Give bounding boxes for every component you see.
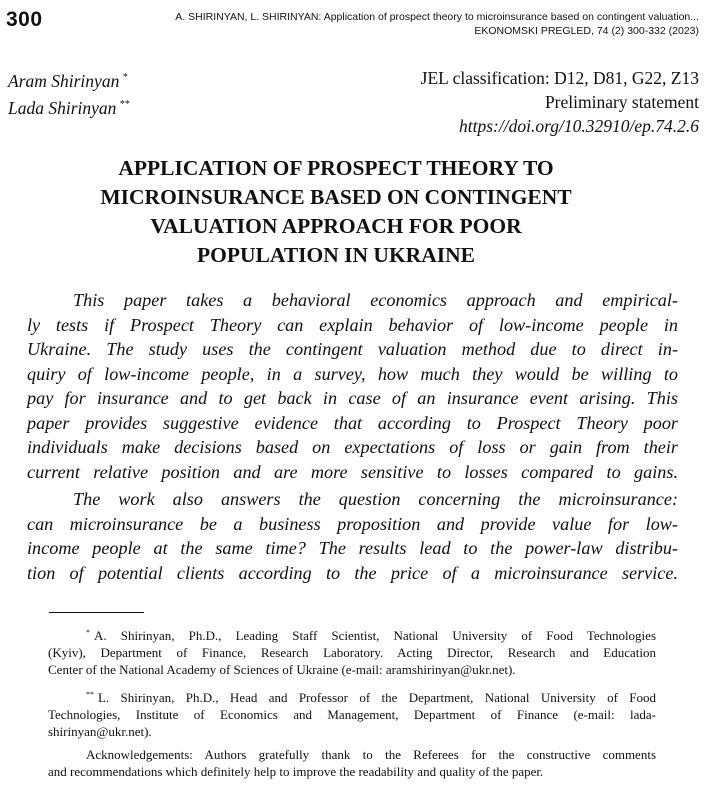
abstract-line: can microinsurance be a business proposition and provide value for low- — [27, 513, 678, 534]
abstract-line: This paper takes a behavioral economics approach and empirical- — [73, 290, 678, 310]
author-2-name: Lada Shirinyan — [8, 98, 117, 118]
acknowledgements — [48, 747, 656, 781]
abstract-line: individuals make decisions based on expectations of loss or gain from their — [27, 437, 678, 457]
abstract-line: Ukraine. The study uses the contingent valuation method due to direct in- — [27, 339, 678, 359]
article-meta — [421, 66, 699, 138]
abstract — [27, 288, 678, 585]
footnote-line: Center of the National Academy of Sciences of Ukraine (e-mail: aramshirinyan@ukr.net). — [48, 661, 516, 677]
article-title — [20, 154, 652, 270]
title-line: APPLICATION OF PROSPECT THEORY TO — [118, 156, 554, 180]
running-title: A. SHIRINYAN, L. SHIRINYAN: Application of prospect theory to microinsurance based on contingent valuation... — [175, 11, 699, 23]
author-list — [8, 66, 129, 120]
abstract-line: quiry of low-income people, in a survey, how much they would be willing to — [27, 363, 678, 384]
footnote-line: and recommendations which definitely help to improve the readability and quality of the paper. — [48, 763, 544, 779]
footnote-separator — [49, 612, 144, 613]
abstract-line: current relative position and are more sensitive to losses compared to gains. — [27, 461, 678, 482]
footnote-author-1 — [48, 625, 656, 678]
footnotes — [48, 625, 656, 780]
jel-classification: JEL classification: D12, D81, G22, Z13 — [420, 68, 699, 88]
page-number: 300 — [6, 8, 43, 31]
footnote-line: (Kyiv), Department of Finance, Research Laboratory. Acting Director, Research and Education — [48, 644, 656, 660]
abstract-line: income people at the same time? The results lead to the power-law distribu- — [27, 538, 678, 558]
abstract-line: ly tests if Prospect Theory can explain behavior of low-income people in — [27, 314, 678, 335]
footnote-line: Technologies, Institute of Economics and Management, Department of Finance (e-mail: lada- — [48, 707, 656, 723]
title-line: MICROINSURANCE BASED ON CONTINGENT — [100, 185, 572, 209]
footnote-line: shirinyan@ukr.net). — [48, 723, 152, 739]
author-2-footnote-mark: ** — [119, 99, 130, 110]
footnote-mark: * — [86, 628, 90, 637]
abstract-line: paper provides suggestive evidence that according to Prospect Theory poor — [27, 412, 678, 433]
abstract-line: tion of potential clients according to the price of a microinsurance service. — [27, 562, 678, 583]
abstract-paragraph-1 — [27, 288, 678, 484]
title-line: VALUATION APPROACH FOR POOR — [150, 214, 522, 238]
author-1-name: Aram Shirinyan — [8, 71, 120, 91]
title-line: POPULATION IN UKRAINE — [197, 243, 475, 267]
footnote-line: * A. Shirinyan, Ph.D., Leading Staff Scientist, National University of Food Technologies — [86, 628, 656, 643]
article-type: Preliminary statement — [544, 92, 699, 112]
author-1 — [8, 66, 129, 93]
abstract-line: pay for insurance and to get back in case of an insurance event arising. This — [27, 388, 678, 408]
author-2 — [8, 93, 129, 120]
footnote-line: Acknowledgements: Authors gratefully thank to the Referees for the constructive comments — [86, 746, 656, 762]
author-1-footnote-mark: * — [122, 72, 128, 83]
footnote-author-2 — [48, 687, 656, 740]
running-head — [79, 10, 699, 38]
abstract-paragraph-2 — [27, 487, 678, 585]
doi-link[interactable]: https://doi.org/10.32910/ep.74.2.6 — [459, 116, 699, 136]
footnote-mark: ** — [86, 690, 94, 700]
footnote-line: ** L. Shirinyan, Ph.D., Head and Professor of the Department, National University of Food — [86, 690, 656, 706]
journal-citation: EKONOMSKI PREGLED, 74 (2) 300-332 (2023) — [474, 25, 699, 37]
abstract-line: The work also answers the question concerning the microinsurance: — [73, 489, 678, 509]
